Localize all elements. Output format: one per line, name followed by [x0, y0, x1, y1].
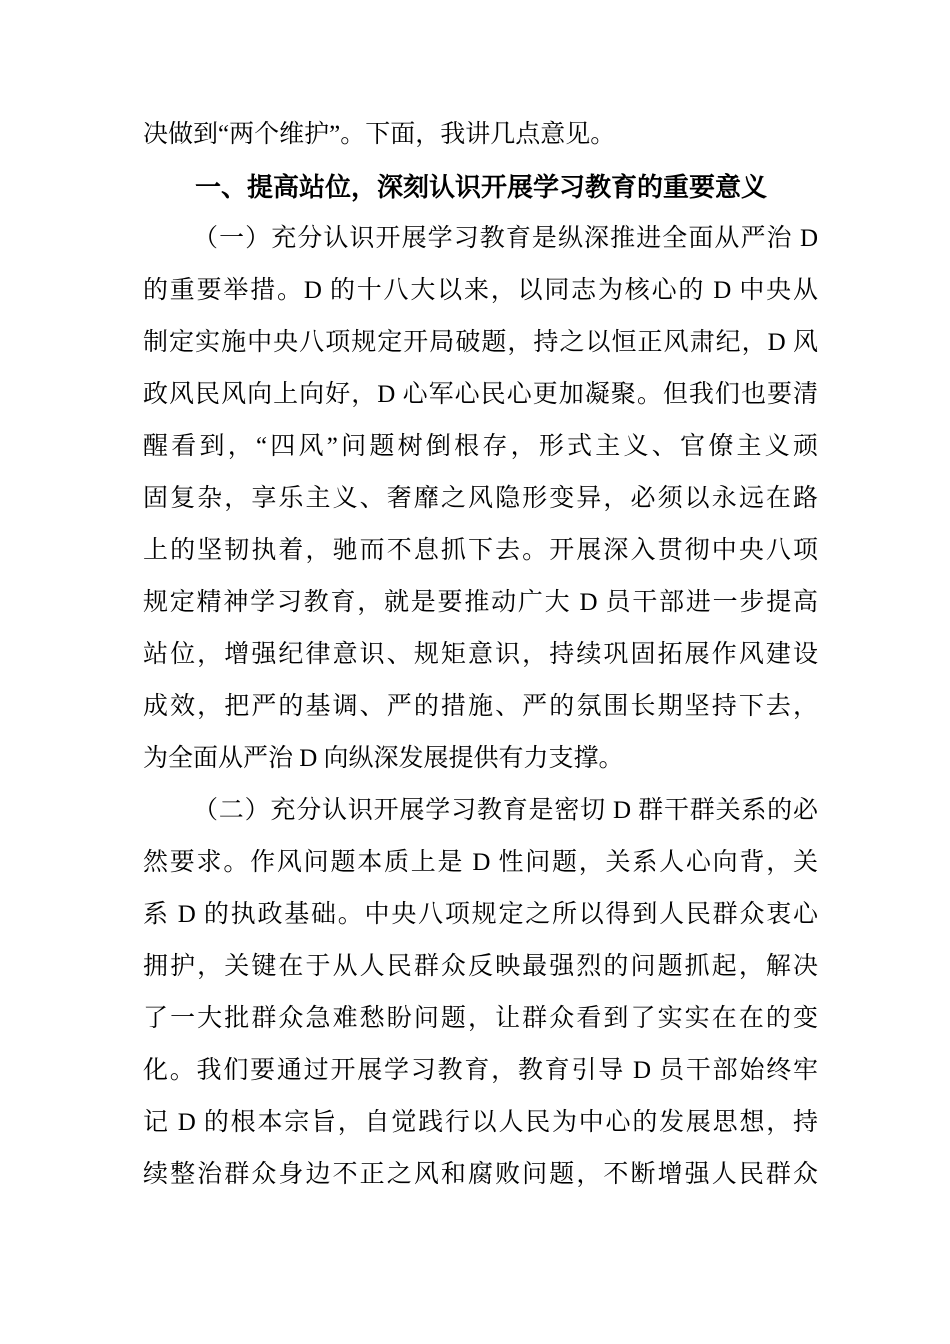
- para2-line: 记 D 的根本宗旨，自觉践行以人民为中心的发展思想，持: [143, 1109, 818, 1136]
- para2-line: 了一大批群众急难愁盼问题，让群众看到了实实在在的变: [143, 1005, 818, 1032]
- para2-line: 续整治群众身边不正之风和腐败问题，不断增强人民群众: [143, 1161, 818, 1188]
- para2-line: 系 D 的执政基础。中央八项规定之所以得到人民群众衷心: [143, 901, 818, 928]
- document-body: [143, 109, 818, 1201]
- para1-line: 醒看到，“四风”问题树倒根存，形式主义、官僚主义顽: [143, 433, 818, 460]
- para1-line: 固复杂，享乐主义、奢靡之风隐形变异，必须以永远在路: [143, 485, 818, 512]
- para1-line: （一）充分认识开展学习教育是纵深推进全面从严治 D: [193, 225, 818, 252]
- para2-line: 化。我们要通过开展学习教育，教育引导 D 员干部始终牢: [143, 1057, 818, 1084]
- para1-line: 为全面从严治 D 向纵深发展提供有力支撑。: [143, 745, 624, 772]
- para1-line: 政风民风向上向好，D 心军心民心更加凝聚。但我们也要清: [143, 381, 818, 408]
- para1-line: 的重要举措。D 的十八大以来，以同志为核心的 D 中央从: [143, 277, 818, 304]
- para2-line: 然要求。作风问题本质上是 D 性问题，关系人心向背，关: [143, 849, 818, 876]
- para1-line: 上的坚韧执着，驰而不息抓下去。开展深入贯彻中央八项: [143, 537, 818, 564]
- para1-line: 成效，把严的基调、严的措施、严的氛围长期坚持下去，: [143, 693, 818, 720]
- para2-line: （二）充分认识开展学习教育是密切 D 群干群关系的必: [193, 797, 818, 824]
- para1-line: 规定精神学习教育，就是要推动广大 D 员干部进一步提高: [143, 589, 818, 616]
- section-heading: 一、提高站位，深刻认识开展学习教育的重要意义: [195, 172, 768, 202]
- intro-continuation-line: 决做到“两个维护”。下面，我讲几点意见。: [143, 121, 616, 148]
- para1-line: 站位，增强纪律意识、规矩意识，持续巩固拓展作风建设: [143, 641, 818, 668]
- para2-line: 拥护，关键在于从人民群众反映最强烈的问题抓起，解决: [143, 953, 818, 980]
- para1-line: 制定实施中央八项规定开局破题，持之以恒正风肃纪，D 风: [143, 329, 818, 356]
